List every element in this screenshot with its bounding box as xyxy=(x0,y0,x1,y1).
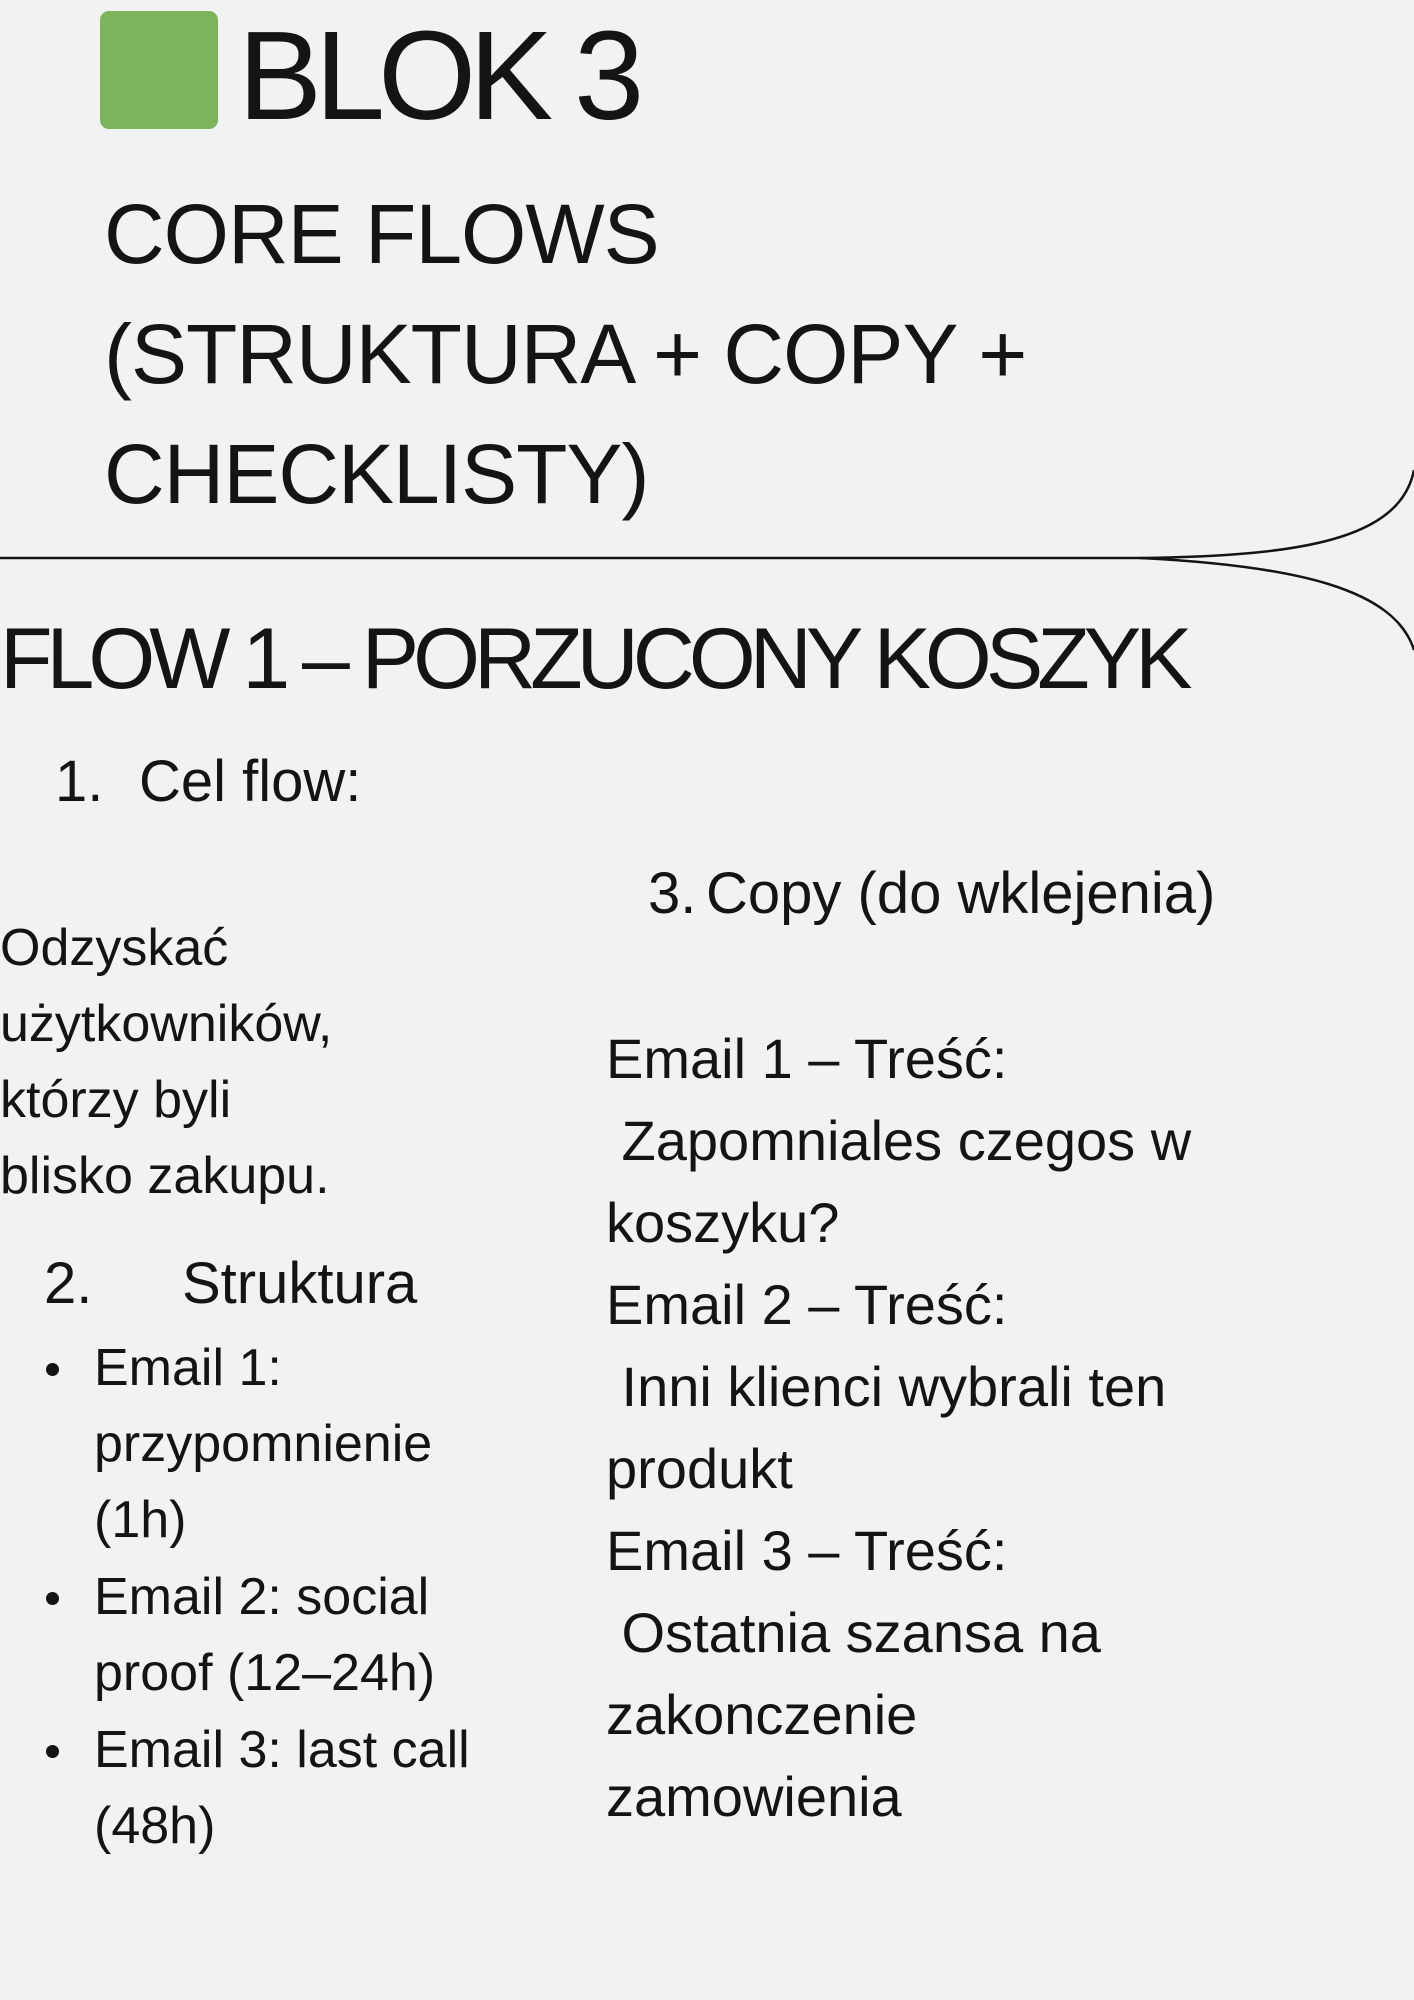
structure-item-2-line-2: proof (12–24h) xyxy=(94,1644,436,1702)
copy-heading-text: Copy (do wklejenia) xyxy=(706,861,1216,926)
copy-number: 3. xyxy=(648,861,697,926)
goal-line-1: Odzyskać xyxy=(0,919,229,977)
structure-heading-text: Struktura xyxy=(182,1251,418,1316)
copy-line-10: zamowienia xyxy=(606,1765,902,1828)
goal-heading-text: Cel flow: xyxy=(139,749,362,814)
goal-line-2: użytkowników, xyxy=(0,995,333,1053)
subtitle-line-3: CHECKLISTY) xyxy=(104,427,649,521)
bullet-1 xyxy=(46,1363,59,1376)
goal-line-4: blisko zakupu. xyxy=(0,1147,330,1205)
copy-line-9: zakonczenie xyxy=(606,1683,918,1746)
structure-item-1-line-1: Email 1: xyxy=(94,1339,282,1397)
copy-line-6: produkt xyxy=(606,1437,793,1500)
copy-line-3: koszyku? xyxy=(606,1191,840,1254)
copy-line-4: Email 2 – Treść: xyxy=(606,1273,1008,1336)
copy-line-7: Email 3 – Treść: xyxy=(606,1519,1008,1582)
copy-line-8: Ostatnia szansa na xyxy=(606,1601,1101,1664)
goal-heading xyxy=(55,744,361,820)
subtitle-line-1: CORE FLOWS xyxy=(104,187,659,281)
goal-line-3: którzy byli xyxy=(0,1071,232,1129)
bullet-2 xyxy=(46,1592,59,1605)
structure-item-3-line-1: Email 3: last call xyxy=(94,1721,470,1779)
goal-number: 1. xyxy=(55,749,104,814)
structure-item-1-line-2: przypomnienie xyxy=(94,1415,433,1473)
structure-number: 2. xyxy=(44,1251,93,1316)
block-badge xyxy=(100,11,218,129)
structure-item-1-line-3: (1h) xyxy=(94,1491,187,1549)
bullet-3 xyxy=(46,1745,59,1758)
copy-line-2: Zapomniales czegos w xyxy=(606,1109,1192,1172)
structure-heading xyxy=(44,1246,417,1322)
structure-item-3-line-2: (48h) xyxy=(94,1797,216,1855)
flow-title: FLOW 1 – PORZUCONY KOSZYK xyxy=(0,611,1187,707)
subtitle-line-2: (STRUKTURA + COPY + xyxy=(104,307,1027,401)
structure-item-2-line-1: Email 2: social xyxy=(94,1568,430,1626)
copy-heading xyxy=(648,856,1215,932)
copy-line-5: Inni klienci wybrali ten xyxy=(606,1355,1167,1418)
copy-line-1: Email 1 – Treść: xyxy=(606,1027,1008,1090)
block-title: BLOK 3 xyxy=(238,5,638,146)
